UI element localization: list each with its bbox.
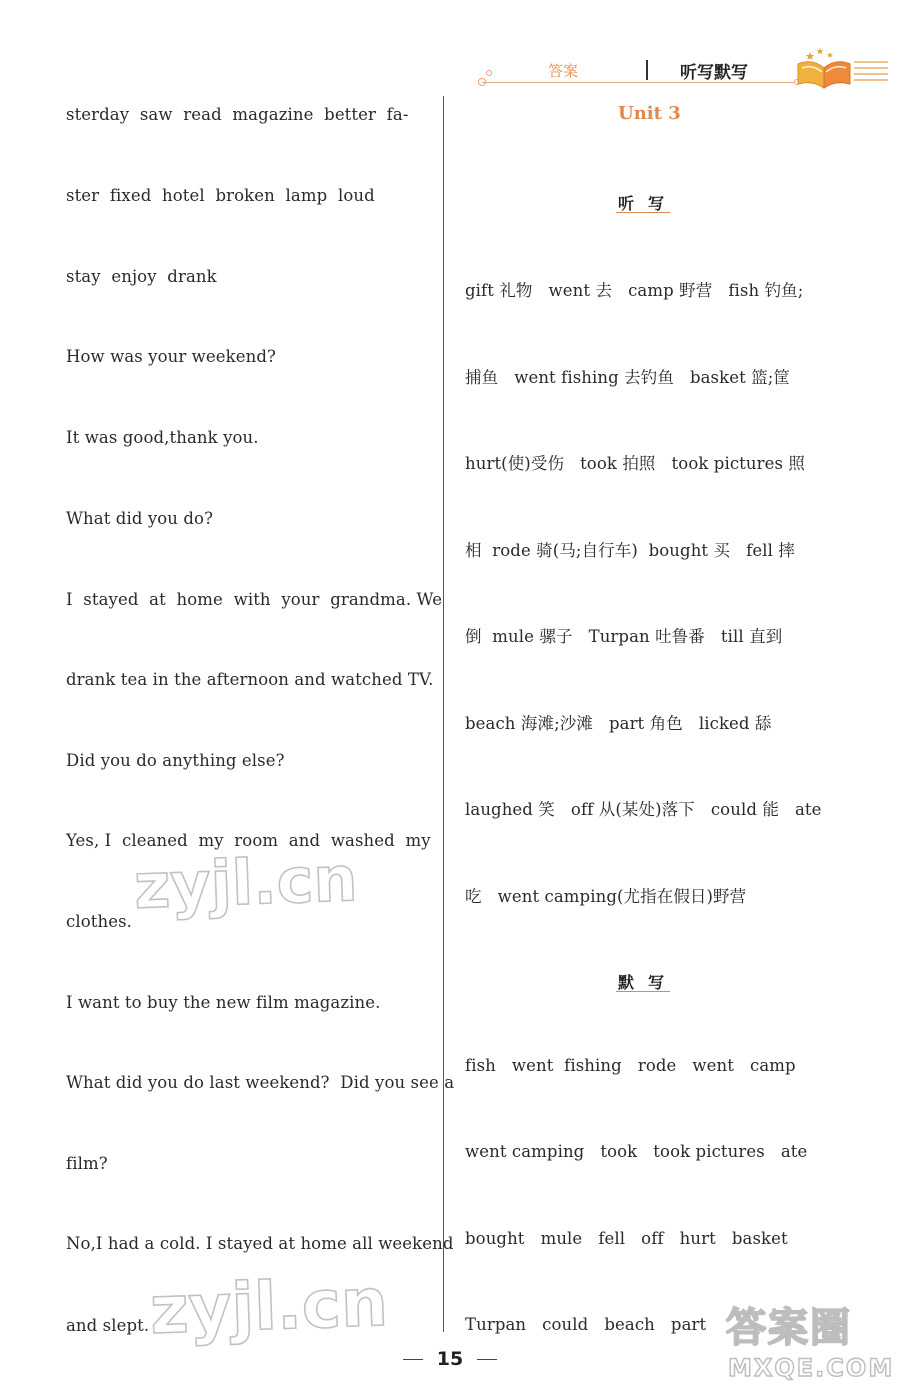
header-title: 听写默写 (680, 63, 748, 83)
text-line: film? (66, 1154, 108, 1173)
dictation-section-title: 默写 (618, 973, 679, 992)
vocab-line: beach 海滩;沙滩 part 角色 licked 舔 (465, 714, 772, 733)
corner-watermark-url: MXQE.COM (728, 1354, 895, 1382)
text-line: drank tea in the afternoon and watched TV. (66, 670, 434, 689)
text-line: stay enjoy drank (66, 267, 217, 286)
vocab-line: 相 rode 骑(马;自行车) bought 买 fell 摔 (465, 541, 795, 560)
header-rule (482, 82, 798, 83)
text-line: ster fixed hotel broken lamp loud (66, 186, 375, 205)
corner-watermark-text: 答案圈 (726, 1305, 852, 1351)
watermark-text: zyjl.cn (148, 1263, 390, 1350)
vocab-line: 吃 went camping(尤指在假日)野营 (465, 887, 747, 906)
column-divider (443, 96, 444, 1332)
open-book-icon (794, 46, 890, 90)
footer-dash-left (403, 1359, 423, 1360)
dictation-line: fish went fishing rode went camp (465, 1056, 796, 1075)
text-line: No,I had a cold. I stayed at home all weekend (66, 1234, 454, 1253)
text-line: I stayed at home with your grandma. We (66, 590, 443, 609)
answer-label: 答案 (548, 62, 579, 80)
listen-section-title: 听写 (618, 194, 679, 213)
dictation-line: bought mule fell off hurt basket (465, 1229, 788, 1248)
text-line: Did you do anything else? (66, 751, 285, 770)
text-line: Yes, I cleaned my room and washed my (66, 831, 431, 850)
header-separator (646, 60, 648, 80)
corner-watermark-logo (720, 1296, 896, 1388)
footer-dash-right (477, 1359, 497, 1360)
unit-title: Unit 3 (618, 103, 681, 124)
listen-title-underline (616, 212, 670, 213)
text-line: clothes. (66, 912, 132, 931)
text-line: What did you do? (66, 509, 214, 528)
page-number: 15 (436, 1348, 464, 1370)
vocab-line: 捕鱼 went fishing 去钓鱼 basket 篮;筐 (465, 368, 791, 387)
text-line: What did you do last weekend? Did you see a (66, 1073, 455, 1092)
dictation-title-underline (616, 991, 670, 992)
dictation-line: went camping took took pictures ate (465, 1142, 808, 1161)
text-line: and slept. (66, 1316, 150, 1335)
dictation-line: Turpan could beach part (465, 1315, 707, 1334)
watermark-text: zyjl.cn (132, 842, 359, 923)
vocab-line: laughed 笑 off 从(某处)落下 could 能 ate (465, 800, 822, 819)
vocab-line: 倒 mule 骡子 Turpan 吐鲁番 till 直到 (465, 627, 783, 646)
text-line: How was your weekend? (66, 347, 276, 366)
text-line: I want to buy the new film magazine. (66, 993, 381, 1012)
vocab-line: gift 礼物 went 去 camp 野营 fish 钓鱼; (465, 281, 804, 300)
page-footer (0, 1348, 900, 1370)
text-line: sterday saw read magazine better fa- (66, 105, 409, 124)
page-header (476, 46, 890, 92)
vocab-line: hurt(使)受伤 took 拍照 took pictures 照 (465, 454, 805, 473)
text-line: It was good,thank you. (66, 428, 259, 447)
decorative-circle-icon (486, 70, 492, 76)
